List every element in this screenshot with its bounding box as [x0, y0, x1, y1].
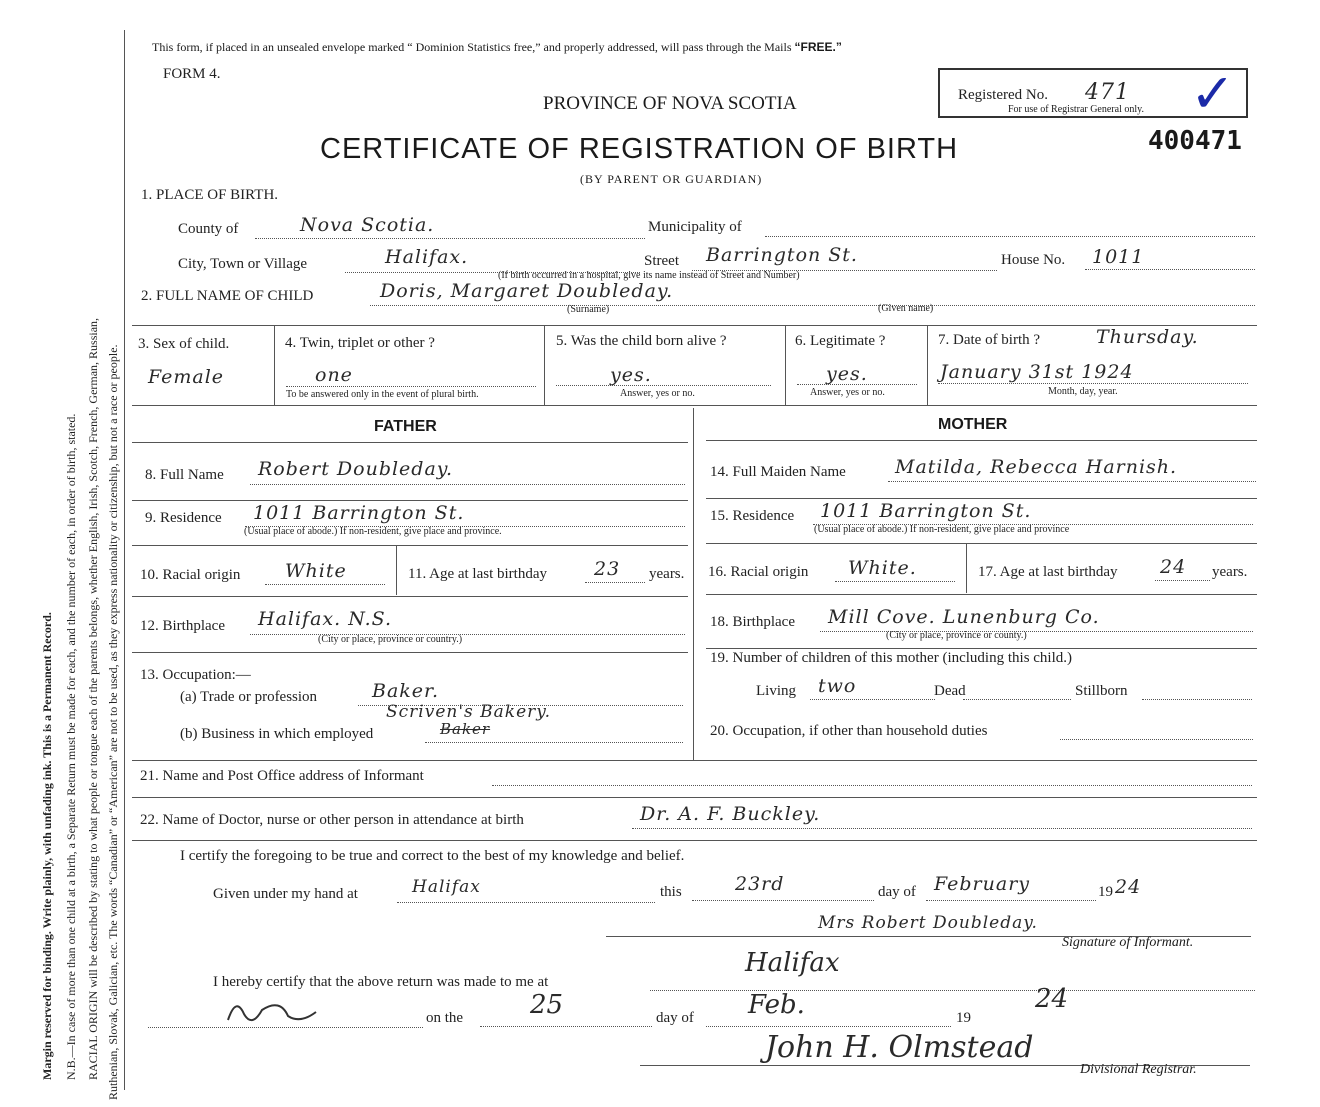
- informant-month: February: [934, 873, 1031, 895]
- mother-birthplace-note: (City or place, province or county.): [886, 630, 1027, 641]
- mother-name-value: Matilda, Rebecca Harnish.: [895, 456, 1178, 478]
- mother-name-label: 14. Full Maiden Name: [710, 464, 846, 480]
- informant-signature: Mrs Robert Doubleday.: [818, 913, 1038, 933]
- registrar-certify: I hereby certify that the above return was made to me at: [213, 974, 549, 990]
- dob-value: January 31st 1924: [940, 361, 1134, 383]
- mother-residence-label: 15. Residence: [710, 508, 795, 524]
- children-label: 19. Number of children of this mother (including this child.): [710, 650, 1073, 666]
- mother-age-label: 17. Age at last birthday: [978, 564, 1118, 580]
- mother-race-label: 16. Racial origin: [708, 564, 809, 580]
- registrar-place: Halifax: [745, 948, 840, 978]
- county-label: County of: [178, 221, 239, 237]
- father-heading: FATHER: [374, 418, 437, 435]
- province-title: PROVINCE OF NOVA SCOTIA: [543, 93, 797, 114]
- sex-value: Female: [148, 366, 225, 388]
- registrar-title: Divisional Registrar.: [1080, 1062, 1197, 1077]
- child-name-value: Doris, Margaret Doubleday.: [380, 280, 674, 302]
- margin-note-racial-origin-cont: Ruthenian, Slovak, Galician, etc. The words “Canadian” or “American” are not to be used, as they express nationality or citizenship, but not a race or people.: [106, 344, 120, 1100]
- child-name-label: 2. FULL NAME OF CHILD: [141, 288, 314, 304]
- informant-day: 23rd: [735, 873, 785, 895]
- registrar-year-prefix: 19: [956, 1010, 971, 1026]
- father-residence-label: 9. Residence: [145, 510, 222, 526]
- business-value: Scriven's Bakery.: [386, 702, 552, 722]
- legitimate-note: Answer, yes or no.: [810, 387, 885, 398]
- margin-note-racial-origin: RACIAL ORIGIN will be described by stating to what people or tongue each of the parents belongs, whether English, Irish, Scotch, French, German, Russian,: [86, 317, 100, 1080]
- mail-notice: This form, if placed in an unsealed envelope marked “ Dominion Statistics free,” and properly addressed, will pass through the Mails: [152, 40, 792, 54]
- legitimate-label: 6. Legitimate ?: [795, 333, 886, 349]
- father-age-value: 23: [594, 558, 621, 580]
- certify-text: I certify the foregoing to be true and correct to the best of my knowledge and belief.: [180, 848, 685, 864]
- father-birthplace-label: 12. Birthplace: [140, 618, 225, 634]
- twin-note: To be answered only in the event of plural birth.: [286, 389, 479, 400]
- given-name-note: (Given name): [878, 303, 934, 314]
- alive-label: 5. Was the child born alive ?: [556, 333, 727, 349]
- doctor-value: Dr. A. F. Buckley.: [640, 803, 821, 825]
- check-mark-icon: ✓: [1190, 62, 1236, 125]
- father-residence-note: (Usual place of abode.) If non-resident, give place and province.: [244, 526, 502, 537]
- county-value: Nova Scotia.: [300, 214, 435, 236]
- informant-year-prefix: 19: [1098, 884, 1113, 900]
- legitimate-value: yes.: [826, 363, 868, 385]
- city-value: Halifax.: [385, 246, 469, 268]
- occupation-label: 13. Occupation:—: [140, 667, 251, 683]
- alive-note: Answer, yes or no.: [620, 388, 695, 399]
- registrar-on-the: on the: [426, 1010, 464, 1026]
- mother-age-value: 24: [1160, 556, 1187, 578]
- street-value: Barrington St.: [706, 244, 858, 266]
- mother-residence-value: 1011 Barrington St.: [820, 500, 1032, 522]
- father-age-unit: years.: [649, 566, 685, 582]
- given-place: Halifax: [412, 877, 481, 897]
- father-race-label: 10. Racial origin: [140, 567, 241, 583]
- municipality-label: Municipality of: [648, 219, 742, 235]
- certificate-title: CERTIFICATE OF REGISTRATION OF BIRTH: [320, 133, 959, 165]
- mother-birthplace-label: 18. Birthplace: [710, 614, 795, 630]
- father-residence-value: 1011 Barrington St.: [253, 502, 465, 524]
- house-value: 1011: [1092, 246, 1145, 268]
- father-birthplace-note: (City or place, province or country.): [318, 634, 463, 645]
- registrar-year: 24: [1035, 984, 1069, 1014]
- informant-year: 24: [1115, 876, 1142, 898]
- mail-notice-line: [152, 40, 842, 55]
- margin-note-multiple-births: N.B.—In case of more than one child at a birth, a Separate Return must be made for each, and the number of each, in order of birth, stated.: [64, 413, 78, 1080]
- father-birthplace-value: Halifax. N.S.: [258, 608, 393, 630]
- house-label: House No.: [1001, 252, 1066, 268]
- registrar-signature: John H. Olmstead: [765, 1030, 1034, 1065]
- informant-label: 21. Name and Post Office address of Informant: [140, 768, 424, 784]
- mother-race-value: White.: [848, 557, 917, 579]
- registrar-initial-mark: [222, 990, 322, 1030]
- this-label: this: [660, 884, 682, 900]
- living-value: two: [818, 675, 857, 697]
- dead-label: Dead: [934, 683, 966, 699]
- trade-value: Baker.: [372, 680, 440, 702]
- twin-value: one: [315, 364, 353, 386]
- registrar-day: 25: [530, 990, 564, 1020]
- given-label: Given under my hand at: [213, 886, 358, 902]
- doctor-label: 22. Name of Doctor, nurse or other person in attendance at birth: [140, 812, 524, 828]
- informant-dayof-label: day of: [878, 884, 916, 900]
- registrar-dayof-label: day of: [656, 1010, 694, 1026]
- twin-label: 4. Twin, triplet or other ?: [285, 335, 435, 351]
- father-name-label: 8. Full Name: [145, 467, 224, 483]
- form-number: FORM 4.: [163, 66, 221, 82]
- dob-note: Month, day, year.: [1048, 386, 1118, 397]
- alive-value: yes.: [610, 364, 652, 386]
- place-section-label: 1. PLACE OF BIRTH.: [141, 187, 279, 203]
- certificate-subtitle: (BY PARENT OR GUARDIAN): [580, 172, 763, 186]
- stillborn-label: Stillborn: [1075, 683, 1128, 699]
- father-name-value: Robert Doubleday.: [258, 458, 454, 480]
- registered-label: Registered No.: [958, 87, 1048, 103]
- business-label: (b) Business in which employed: [180, 726, 374, 742]
- sex-label: 3. Sex of child.: [138, 336, 230, 352]
- registrar-month: Feb.: [748, 990, 805, 1020]
- surname-note: (Surname): [567, 304, 610, 315]
- stamp-number: 400471: [1148, 126, 1242, 156]
- dob-weekday: Thursday.: [1096, 326, 1199, 348]
- mother-residence-note: (Usual place of abode.) If non-resident, give place and province: [814, 524, 1070, 535]
- free-label: “FREE.”: [794, 40, 842, 54]
- signature-label: Signature of Informant.: [1062, 935, 1194, 950]
- trade-label: (a) Trade or profession: [180, 689, 318, 705]
- mother-heading: MOTHER: [938, 416, 1008, 433]
- mother-age-unit: years.: [1212, 564, 1248, 580]
- registrar-note: For use of Registrar General only.: [1008, 104, 1144, 115]
- margin-border: [124, 30, 125, 1090]
- mother-birthplace-value: Mill Cove. Lunenburg Co.: [828, 606, 1100, 628]
- hospital-note: (If birth occurred in a hospital, give its name instead of Street and Number): [498, 270, 800, 281]
- father-age-label: 11. Age at last birthday: [408, 566, 547, 582]
- street-label: Street: [644, 253, 679, 269]
- mother-occupation-label: 20. Occupation, if other than household duties: [710, 723, 988, 739]
- margin-note-binding: Margin reserved for binding. Write plainly, with unfading ink. This is a Permanent Record.: [40, 612, 54, 1080]
- city-label: City, Town or Village: [178, 256, 308, 272]
- registered-number: 471: [1085, 80, 1130, 105]
- dob-label: 7. Date of birth ?: [938, 332, 1041, 348]
- father-race-value: White: [285, 560, 347, 582]
- living-label: Living: [756, 683, 796, 699]
- business-struck-value: Baker: [440, 720, 491, 738]
